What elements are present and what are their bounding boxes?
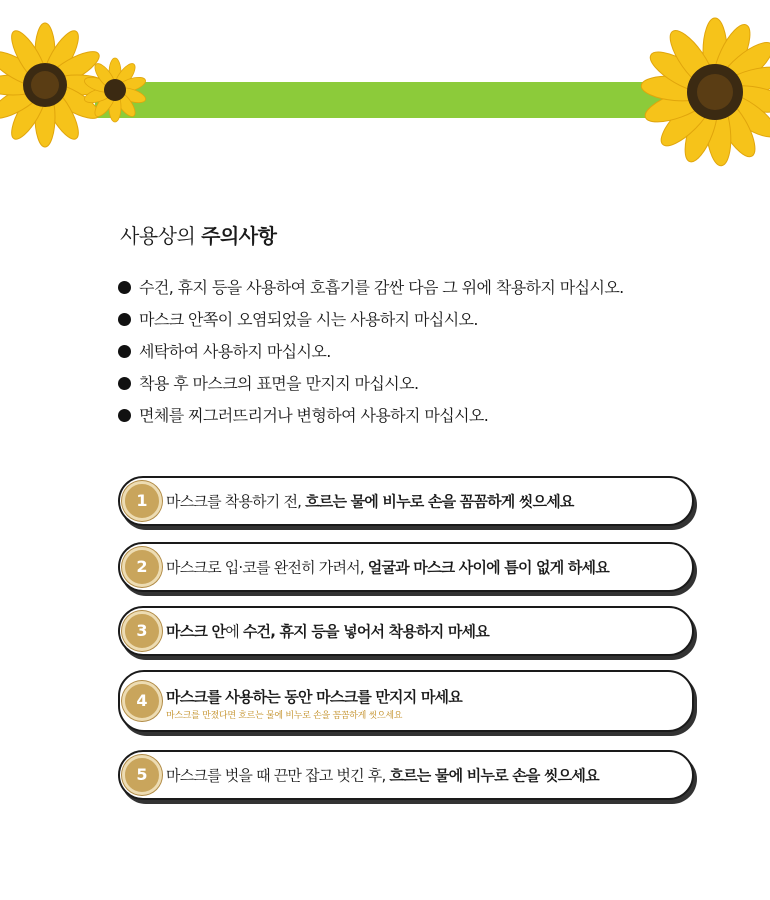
step-text-strong: 수건, 휴지 등을 넣어서 착용하지 마세요: [242, 622, 489, 641]
list-item-text: 착용 후 마스크의 표면을 만지지 마십시오.: [139, 374, 419, 393]
sunflower-icon: [635, 12, 770, 172]
step-number-badge: 3: [122, 611, 162, 651]
step-text-strong: 얼굴과 마스크 사이에 틈이 없게 하세요: [367, 558, 609, 577]
step-text-normal: 마스크를 벗을 때 끈만 잡고 벗긴 후,: [166, 766, 390, 785]
bullet-dot-icon: [118, 345, 131, 358]
step-text: [166, 557, 609, 578]
step-subtext: 마스크를 만졌다면 흐르는 물에 비누로 손을 꼼꼼하게 씻으세요: [166, 711, 403, 721]
header-banner: [0, 0, 770, 190]
step-text-strong: 마스크를 사용하는 동안 마스크를 만지지 마세요: [166, 688, 462, 706]
list-item-text: 수건, 휴지 등을 사용하여 호흡기를 감싼 다음 그 위에 착용하지 마십시오.: [139, 278, 624, 297]
step-number-badge: 2: [122, 547, 162, 587]
bullet-dot-icon: [118, 281, 131, 294]
title-strong: 주의사항: [201, 224, 277, 248]
title-normal: 사용상의: [120, 224, 202, 248]
step-card-1: [118, 476, 694, 526]
step-text-strong: 흐르는 물에 비누로 손을 꼼꼼하게 씻으세요: [305, 492, 574, 511]
bullet-dot-icon: [118, 377, 131, 390]
step-card-4: [118, 670, 694, 732]
bullet-dot-icon: [118, 409, 131, 422]
page-title: [120, 220, 276, 249]
step-text-strong: 흐르는 물에 비누로 손을 씻으세요: [389, 766, 599, 785]
step-text: [166, 621, 489, 642]
list-item: [118, 400, 624, 432]
sunflower-icon: [80, 55, 150, 125]
step-number-badge: 1: [122, 481, 162, 521]
list-item: [118, 336, 624, 368]
step-text-normal: 마스크로 입·코를 완전히 가려서,: [166, 558, 368, 577]
step-text-strong: 마스크 안: [166, 622, 226, 641]
list-item-text: 마스크 안쪽이 오염되었을 시는 사용하지 마십시오.: [139, 310, 478, 329]
step-card-5: [118, 750, 694, 800]
step-text: [166, 491, 574, 512]
bullet-dot-icon: [118, 313, 131, 326]
step-card-3: [118, 606, 694, 656]
step-card-2: [118, 542, 694, 592]
step-number-badge: 4: [122, 681, 162, 721]
step-number-badge: 5: [122, 755, 162, 795]
list-item-text: 면체를 찌그러뜨리거나 변형하여 사용하지 마십시오.: [139, 406, 489, 425]
step-text: [166, 686, 462, 707]
green-banner-bar: [95, 82, 695, 118]
list-item: [118, 272, 624, 304]
list-item: [118, 368, 624, 400]
step-text: [166, 765, 599, 786]
step-text-normal: 에: [225, 622, 243, 641]
step-text-normal: 마스크를 착용하기 전,: [166, 492, 306, 511]
list-item-text: 세탁하여 사용하지 마십시오.: [139, 342, 331, 361]
caution-list: [118, 272, 624, 432]
list-item: [118, 304, 624, 336]
